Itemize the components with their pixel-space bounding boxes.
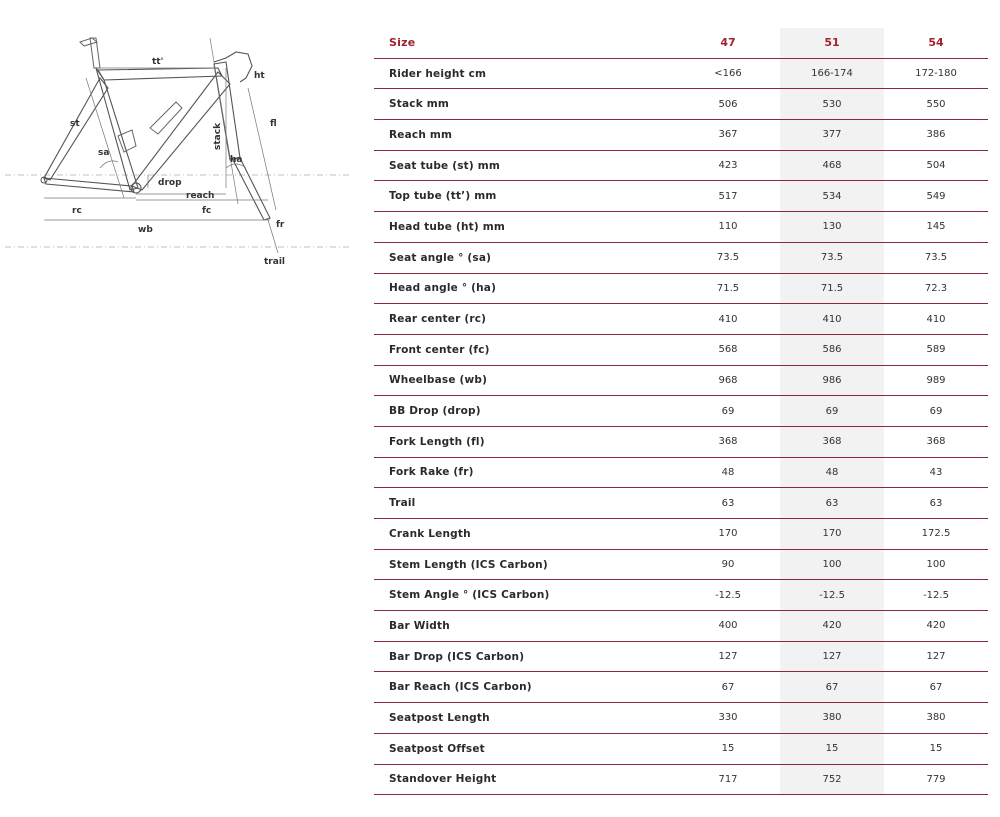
cell-value: 568 — [676, 334, 780, 365]
stem-and-bar — [214, 52, 252, 82]
cell-value: 100 — [780, 549, 884, 580]
table-row — [374, 242, 988, 273]
table-row — [374, 58, 988, 89]
cell-value: 517 — [676, 181, 780, 212]
table-row — [374, 672, 988, 703]
row-label: Head tube (ht) mm — [374, 212, 676, 243]
geometry-table — [374, 28, 988, 795]
cell-value: -12.5 — [780, 580, 884, 611]
label-trail: trail — [264, 257, 285, 267]
cell-value: 468 — [780, 150, 884, 181]
cell-value: <166 — [676, 58, 780, 89]
cell-value: 71.5 — [676, 273, 780, 304]
table-row — [374, 273, 988, 304]
top-tube — [98, 68, 222, 80]
label-rc: rc — [72, 206, 82, 216]
cell-value: 420 — [884, 611, 988, 642]
cell-value: 69 — [676, 396, 780, 427]
cell-value: 380 — [884, 703, 988, 734]
table-row — [374, 488, 988, 519]
row-label: Bar Drop (ICS Carbon) — [374, 641, 676, 672]
cell-value: 48 — [676, 457, 780, 488]
row-label: Bar Width — [374, 611, 676, 642]
cell-value: 15 — [780, 733, 884, 764]
cell-value: 172.5 — [884, 519, 988, 550]
row-label: Seat angle ° (sa) — [374, 242, 676, 273]
table-row — [374, 549, 988, 580]
cell-value: 534 — [780, 181, 884, 212]
row-label: Rear center (rc) — [374, 304, 676, 335]
saddle-clamp — [80, 38, 97, 46]
table-row — [374, 580, 988, 611]
cell-value: 172-180 — [884, 58, 988, 89]
cell-value: 127 — [676, 641, 780, 672]
sa-arc — [100, 161, 118, 168]
cell-value: 130 — [780, 212, 884, 243]
cell-value: 377 — [780, 120, 884, 151]
row-label: Crank Length — [374, 519, 676, 550]
table-row — [374, 150, 988, 181]
row-label: Rider height cm — [374, 58, 676, 89]
cell-value: 506 — [676, 89, 780, 120]
label-st: st — [70, 119, 80, 129]
bottle-cage-down — [150, 102, 182, 134]
table-header-row — [374, 28, 988, 58]
row-label: Head angle ° (ha) — [374, 273, 676, 304]
cell-value: 968 — [676, 365, 780, 396]
cell-value: 420 — [780, 611, 884, 642]
row-label: Fork Rake (fr) — [374, 457, 676, 488]
cell-value: 410 — [780, 304, 884, 335]
cell-value: 110 — [676, 212, 780, 243]
table-row — [374, 641, 988, 672]
fork — [232, 158, 270, 220]
header-size-54: 54 — [884, 28, 988, 58]
header-size-label: Size — [374, 28, 676, 58]
cell-value: 170 — [780, 519, 884, 550]
cell-value: 989 — [884, 365, 988, 396]
label-wb: wb — [138, 225, 153, 235]
cell-value: 100 — [884, 549, 988, 580]
label-fr: fr — [276, 220, 285, 230]
cell-value: 779 — [884, 764, 988, 795]
row-label: Fork Length (fl) — [374, 426, 676, 457]
cell-value: 67 — [780, 672, 884, 703]
label-fc: fc — [202, 206, 212, 216]
table-row — [374, 89, 988, 120]
cell-value: 15 — [676, 733, 780, 764]
label-reach: reach — [186, 191, 215, 201]
cell-value: 15 — [884, 733, 988, 764]
cell-value: 386 — [884, 120, 988, 151]
cell-value: 127 — [884, 641, 988, 672]
cell-value: 530 — [780, 89, 884, 120]
label-ha: ha — [230, 155, 243, 165]
cell-value: 986 — [780, 365, 884, 396]
cell-value: -12.5 — [676, 580, 780, 611]
row-label: Bar Reach (ICS Carbon) — [374, 672, 676, 703]
row-label: Wheelbase (wb) — [374, 365, 676, 396]
row-label: Seatpost Length — [374, 703, 676, 734]
label-fl: fl — [270, 119, 277, 129]
steerer-line — [210, 38, 238, 204]
table-row — [374, 764, 988, 795]
cell-value: 368 — [676, 426, 780, 457]
label-drop: drop — [158, 178, 182, 188]
cell-value: 550 — [884, 89, 988, 120]
cell-value: 166-174 — [780, 58, 884, 89]
cell-value: 71.5 — [780, 273, 884, 304]
cell-value: 69 — [780, 396, 884, 427]
fl-dim — [248, 88, 276, 210]
cell-value: 67 — [884, 672, 988, 703]
cell-value: 127 — [780, 641, 884, 672]
cell-value: 368 — [884, 426, 988, 457]
cell-value: 63 — [676, 488, 780, 519]
cell-value: 90 — [676, 549, 780, 580]
cell-value: 380 — [780, 703, 884, 734]
cell-value: 73.5 — [780, 242, 884, 273]
seat-stays — [44, 78, 108, 180]
label-stack: stack — [213, 122, 223, 150]
cell-value: 73.5 — [676, 242, 780, 273]
label-ht: ht — [254, 71, 265, 81]
table-row — [374, 334, 988, 365]
row-label: Seat tube (st) mm — [374, 150, 676, 181]
cell-value: 410 — [884, 304, 988, 335]
row-label: Trail — [374, 488, 676, 519]
frame-geometry-diagram — [0, 28, 355, 273]
cell-value: 69 — [884, 396, 988, 427]
row-label: Stem Angle ° (ICS Carbon) — [374, 580, 676, 611]
cell-value: 330 — [676, 703, 780, 734]
cell-value: 72.3 — [884, 273, 988, 304]
cell-value: 549 — [884, 181, 988, 212]
cell-value: 717 — [676, 764, 780, 795]
table-row — [374, 181, 988, 212]
row-label: Stack mm — [374, 89, 676, 120]
cell-value: 67 — [676, 672, 780, 703]
table-row — [374, 457, 988, 488]
row-label: Top tube (tt’) mm — [374, 181, 676, 212]
table-row — [374, 304, 988, 335]
row-label: Reach mm — [374, 120, 676, 151]
label-tt: tt' — [152, 57, 164, 67]
header-size-51: 51 — [780, 28, 884, 58]
row-label: Seatpost Offset — [374, 733, 676, 764]
chain-stays — [44, 178, 134, 192]
row-label: Standover Height — [374, 764, 676, 795]
cell-value: -12.5 — [884, 580, 988, 611]
cell-value: 586 — [780, 334, 884, 365]
cell-value: 73.5 — [884, 242, 988, 273]
table-row — [374, 519, 988, 550]
table-row — [374, 733, 988, 764]
table-row — [374, 396, 988, 427]
cell-value: 504 — [884, 150, 988, 181]
cell-value: 410 — [676, 304, 780, 335]
cell-value: 589 — [884, 334, 988, 365]
cell-value: 367 — [676, 120, 780, 151]
cell-value: 368 — [780, 426, 884, 457]
table-row — [374, 120, 988, 151]
row-label: Stem Length (ICS Carbon) — [374, 549, 676, 580]
row-label: Front center (fc) — [374, 334, 676, 365]
table-row — [374, 611, 988, 642]
cell-value: 63 — [780, 488, 884, 519]
cell-value: 423 — [676, 150, 780, 181]
cell-value: 63 — [884, 488, 988, 519]
cell-value: 145 — [884, 212, 988, 243]
row-label: BB Drop (drop) — [374, 396, 676, 427]
table-row — [374, 703, 988, 734]
label-sa: sa — [98, 148, 110, 158]
cell-value: 48 — [780, 457, 884, 488]
table-row — [374, 365, 988, 396]
table-row — [374, 212, 988, 243]
cell-value: 170 — [676, 519, 780, 550]
cell-value: 752 — [780, 764, 884, 795]
header-size-47: 47 — [676, 28, 780, 58]
table-row — [374, 426, 988, 457]
cell-value: 400 — [676, 611, 780, 642]
cell-value: 43 — [884, 457, 988, 488]
